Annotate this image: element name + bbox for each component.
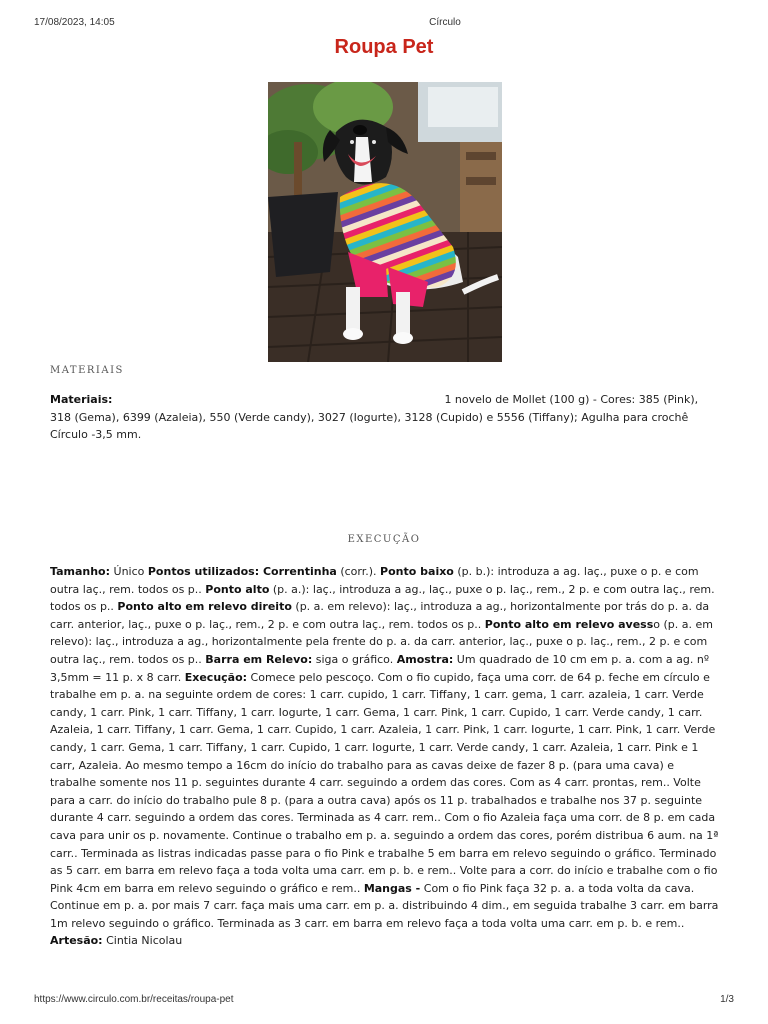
execution-text-run: Um quadrado de 10 cm em p. a. com a ag. nº 3,5mm = 11 p. x 8 carr. xyxy=(50,652,710,684)
print-page-number: 1/3 xyxy=(720,994,734,1005)
execution-text-run: o (p. a. em relevo): laç., introduza a ag., horizontalmente pela frente do p. a. da carr. anterior, laç., puxe o p. laç., rem., 2 p. e com outra laç., rem. todos os p.. xyxy=(50,617,713,666)
execution-bold-term: Pontos utilizados: Correntinha xyxy=(147,565,337,578)
execution-text-run: (corr.). xyxy=(336,565,381,578)
materials-paragraph xyxy=(50,391,722,444)
execution-bold-term: Tamanho: xyxy=(50,565,111,578)
execution-text-run: Com o fio Pink faça 32 p. a. a toda volta da cava. Continue em p. a. por mais 7 carr. faça mais uma carr. em p. a. distribuindo 4 dim., em seguida trabalhe 3 carr. em barra 1m relevo seguindo o gráfico. Terminada as 3 carr. em barra em relevo faça a toda volta uma carr. em p. b. e rem.. xyxy=(50,881,719,930)
execution-bold-term: Ponto alto em relevo avess xyxy=(484,617,654,631)
execution-bold-term: Ponto alto em relevo direito xyxy=(117,600,292,614)
execution-text-run: (p. a.): laç., introduza a ag., laç., puxe o p. laç., rem., 2 p. e com outra laç., rem. todos os p.. xyxy=(50,582,715,614)
print-datetime: 17/08/2023, 14:05 xyxy=(34,17,115,28)
execution-text-run: Cintia Nicolau xyxy=(102,934,183,948)
execution-bold-term: Mangas - xyxy=(363,881,421,895)
page-title: Roupa Pet xyxy=(334,36,434,58)
execution-bold-term: Ponto alto xyxy=(205,582,270,596)
dog-sweater-photo xyxy=(268,82,502,362)
execution-section-heading: EXECUÇÃO xyxy=(347,534,421,545)
execution-text-run: (p. a. em relevo): laç., introduza a ag., horizontalmente por trás do p. a. da carr. anterior, laç., puxe o p. laç., rem., 2 p. e com outra laç., rem. todos os p.. xyxy=(50,600,710,631)
materials-section-heading: MATERIAIS xyxy=(50,365,124,376)
execution-text-run: Comece pelo pescoço. Com o fio cupido, faça uma corr. de 64 p. feche em círculo e trabalhe em p. a. na seguinte ordem de cores: 1 carr. cupido, 1 carr. Tiffany, 1 carr. gema, 1 carr. azaleia, 1 carr. Verde candy, 1 carr. Pink, 1 carr. Tiffany, 1 carr. Iogurte, 1 carr. Gema, 1 carr. Pink, 1 carr. Cupido, 1 carr. Verde candy, 1 carr. Azaleia, 1 carr. Tiffany, 1 carr. Gema, 1 carr. Cupido, 1 carr. Azaleia, 1 carr. Pink, 1 carr. Iogurte, 1 carr. Pink, 1 carr. Verde candy, 1 carr. Gema, 1 carr. Tiffany, 1 carr. Cupido, 1 carr. Iogurte, 1 carr. Verde candy, 1 carr. Azaleia, 1 carr. Pink e 1 carr, Azaleia. Ao mesmo tempo a 16cm do início do trabalho para as cavas deixe de fazer 8 p. (para uma cava) e trabalhe somente nos 11 p. seguintes durante 4 carr. seguindo a ordem das cores. Com as 4 carr. prontas, rem.. Volte para a carr. do início do trabalho pule 8 p. (para a outra cava) após os 11 p. trabalhados e trabalhe nos 37 p. seguinte durante 4 carr. seguindo a ordem das cores. Terminada as 4 carr. rem.. Com o fio Azaleia faça uma corr. de 8 p. em cada cava para unir os p. novamente. Continue o trabalho em p. a. seguindo a ordem das cores, porém distribua 6 aum. na 1ª carr.. Terminada as listras indicadas passe para o fio Pink e trabalhe 5 em barra em relevo seguindo o gráfico. Terminado as 5 carr. em barra em relevo faça a toda volta uma carr. em p. b. e rem.. Volte para a corr. do início e trabalhe com o fio Pink 4cm em barra em relevo seguindo o gráfico e rem.. xyxy=(50,670,719,895)
print-site-name: Círculo xyxy=(429,17,461,28)
execution-text-run: (p. b.): introduza a ag. laç., puxe o p. e com outra laç., rem. todos os p.. xyxy=(50,565,699,596)
execution-bold-term: Ponto baixo xyxy=(380,565,454,578)
execution-text-run: siga o gráfico. xyxy=(312,652,397,666)
materials-text: 1 novelo de Mollet (100 g) - Cores: 385 (Pink), 318 (Gema), 6399 (Azaleia), 550 (Verde candy), 3027 (Iogurte), 3128 (Cupido) e 5556 (Tiffany); Agulha para crochê Círculo -3,5 mm. xyxy=(50,393,699,442)
execution-text-run: Único xyxy=(110,565,148,578)
execution-bold-term: Artesão: xyxy=(50,934,103,948)
execution-bold-term: Execução: xyxy=(184,670,248,684)
execution-paragraph xyxy=(50,563,722,950)
execution-bold-term: Amostra: xyxy=(396,652,454,666)
materials-label: Materiais: xyxy=(50,393,113,406)
execution-bold-term: Barra em Relevo: xyxy=(205,652,313,666)
print-url: https://www.circulo.com.br/receitas/roupa-pet xyxy=(34,994,234,1005)
